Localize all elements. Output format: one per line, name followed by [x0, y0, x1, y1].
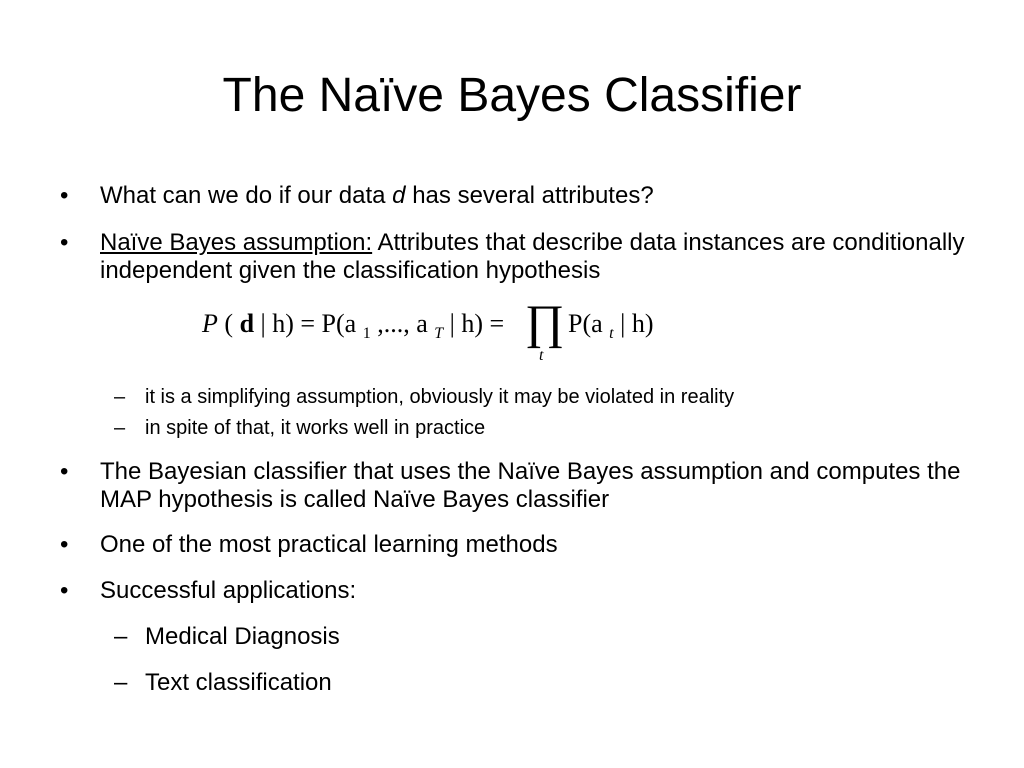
- bullet-text: Successful applications:: [100, 577, 357, 604]
- formula-open-paren: (: [224, 309, 234, 338]
- formula-given-h-equals: | h) = P(a: [260, 309, 357, 338]
- bullet-marker: •: [60, 229, 69, 256]
- bullet-text: One of the most practical learning methods: [100, 531, 558, 558]
- bullet-text: [100, 229, 980, 285]
- product-subscript: t: [539, 347, 544, 364]
- sub-bullet-text: Text classification: [145, 669, 332, 696]
- formula-subscript-1: 1: [362, 325, 371, 342]
- sub-bullet-marker: –: [114, 417, 126, 439]
- assumption-term: Naïve Bayes assumption:: [100, 229, 373, 256]
- bullet-text-pre: What can we do if our data: [100, 182, 393, 209]
- sub-bullet-works-well: [114, 416, 994, 440]
- sub-bullet-marker: –: [114, 623, 128, 650]
- bullet-attributes-question: [60, 182, 980, 210]
- sub-bullet-text: in spite of that, it works well in practice: [145, 417, 486, 439]
- bullet-text-post: has several attributes?: [405, 182, 654, 209]
- formula-rhs: [568, 309, 654, 344]
- formula-given-h-equals-2: | h) =: [449, 309, 505, 338]
- sub-bullet-text: Medical Diagnosis: [145, 623, 340, 650]
- formula-lhs-p: P: [202, 309, 218, 338]
- assumption-description: Attributes that describe data instances are conditionally independent given the classification hypothesis: [100, 229, 965, 284]
- bullet-practical-methods: [60, 531, 980, 559]
- bullet-successful-applications: [60, 577, 980, 605]
- bullet-marker: •: [60, 531, 69, 558]
- bullet-bayesian-classifier: [60, 458, 980, 514]
- bullet-text: [100, 182, 980, 210]
- formula-line: [201, 309, 504, 344]
- sub-bullet-text: it is a simplifying assumption, obviously it may be violated in reality: [145, 386, 735, 408]
- bullet-naive-bayes-assumption: [60, 229, 980, 285]
- formula-ellipsis: ,..., a: [377, 309, 428, 338]
- sub-bullet-simplifying: [114, 385, 994, 409]
- sub-bullet-text-classification: [114, 669, 994, 697]
- sub-bullet-marker: –: [114, 669, 128, 696]
- sub-bullet-medical-diagnosis: [114, 623, 994, 651]
- slide-title: The Naïve Bayes Classifier: [222, 69, 802, 122]
- bullet-text-italic: d: [392, 182, 406, 209]
- bullet-marker: •: [60, 182, 69, 209]
- formula-subscript-T: T: [434, 325, 444, 342]
- formula-rhs-end: | h): [620, 309, 654, 338]
- bullet-text: The Bayesian classifier that uses the Naïve Bayes assumption and computes the MAP hypothesis is called Naïve Bayes classifier: [100, 458, 961, 513]
- formula-rhs-start: P(a: [568, 309, 603, 338]
- formula-subscript-t: t: [609, 325, 614, 342]
- product-symbol: ∏: [525, 296, 565, 349]
- sub-bullet-marker: –: [114, 386, 126, 408]
- bullet-marker: •: [60, 577, 69, 604]
- naive-bayes-formula: [200, 292, 800, 372]
- formula-bold-d: d: [239, 309, 255, 338]
- bullet-marker: •: [60, 458, 69, 485]
- formula-svg: [200, 292, 800, 372]
